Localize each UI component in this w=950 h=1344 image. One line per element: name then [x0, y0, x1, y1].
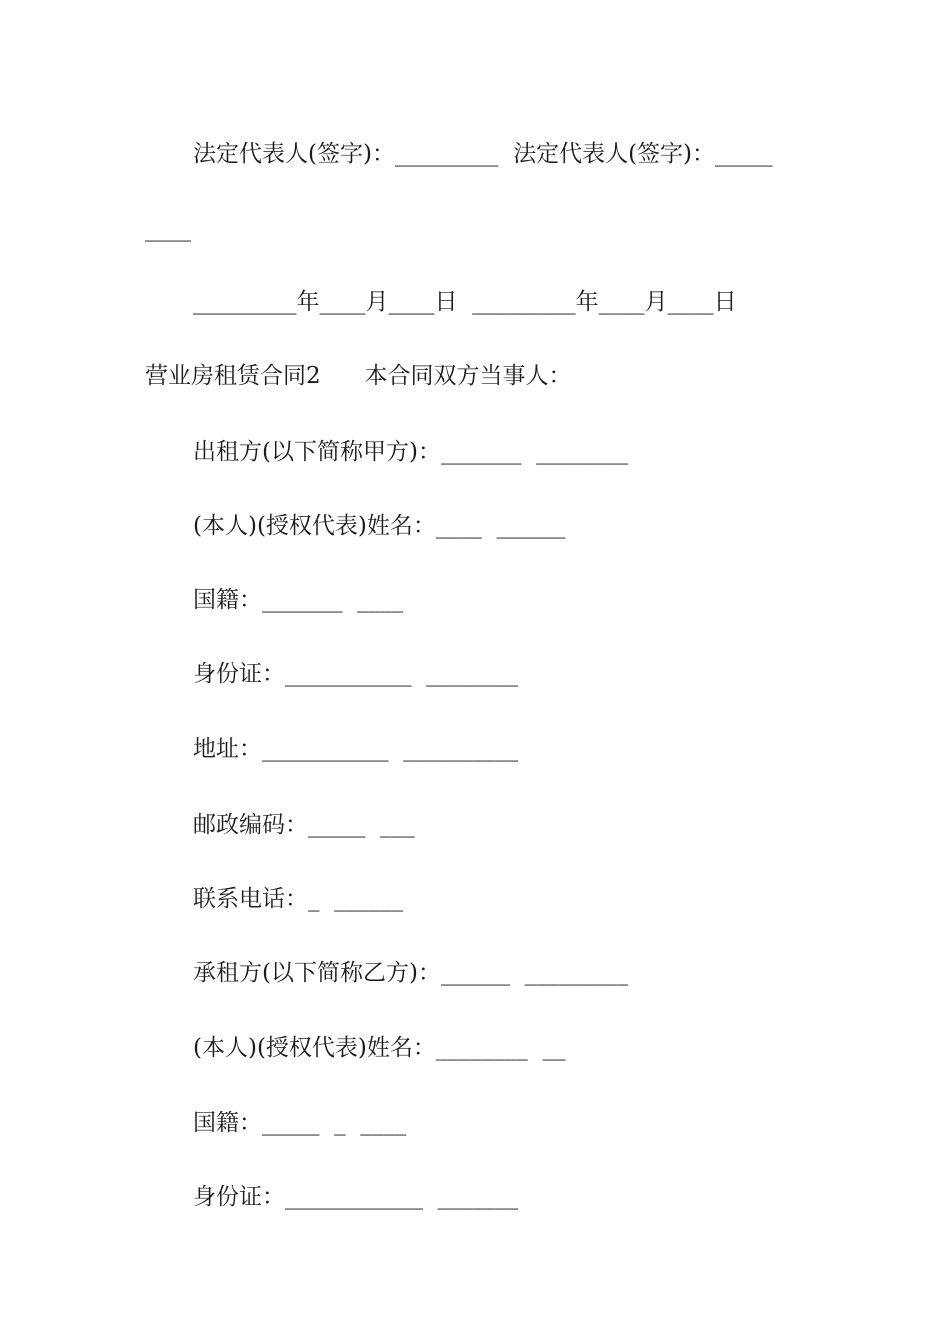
lessor-postcode-line: 邮政编码：_____ ___: [193, 812, 415, 838]
contract-heading: 营业房租赁合同2 本合同双方当事人：: [145, 363, 572, 389]
date-line: _________年____月____日 _________年____月____日: [193, 289, 737, 315]
lessor-address-line: 地址：___________ __________: [193, 736, 519, 762]
lessor-name-line: (本人)(授权代表)姓名：____ ______: [193, 513, 566, 539]
lessor-phone-line: 联系电话：_ ______: [193, 886, 404, 912]
signature-line-legal-rep: 法定代表人(签字)：_________ 法定代表人(签字)：_____: [193, 141, 773, 167]
lessee-line: 承租方(以下简称乙方)：______ _________: [193, 960, 629, 986]
lessee-name-line: (本人)(授权代表)姓名：________ __: [193, 1035, 566, 1061]
lessee-nationality-line: 国籍：_____ _ ____: [193, 1110, 407, 1136]
signature-line-continuation: ____: [145, 216, 191, 242]
lessor-id-line: 身份证：___________ ________: [193, 661, 519, 687]
lessor-line: 出租方(以下简称甲方)：_______ ________: [193, 439, 629, 465]
lessee-id-line: 身份证：____________ _______: [193, 1184, 519, 1210]
lessor-nationality-line: 国籍：_______ ____: [193, 587, 404, 613]
